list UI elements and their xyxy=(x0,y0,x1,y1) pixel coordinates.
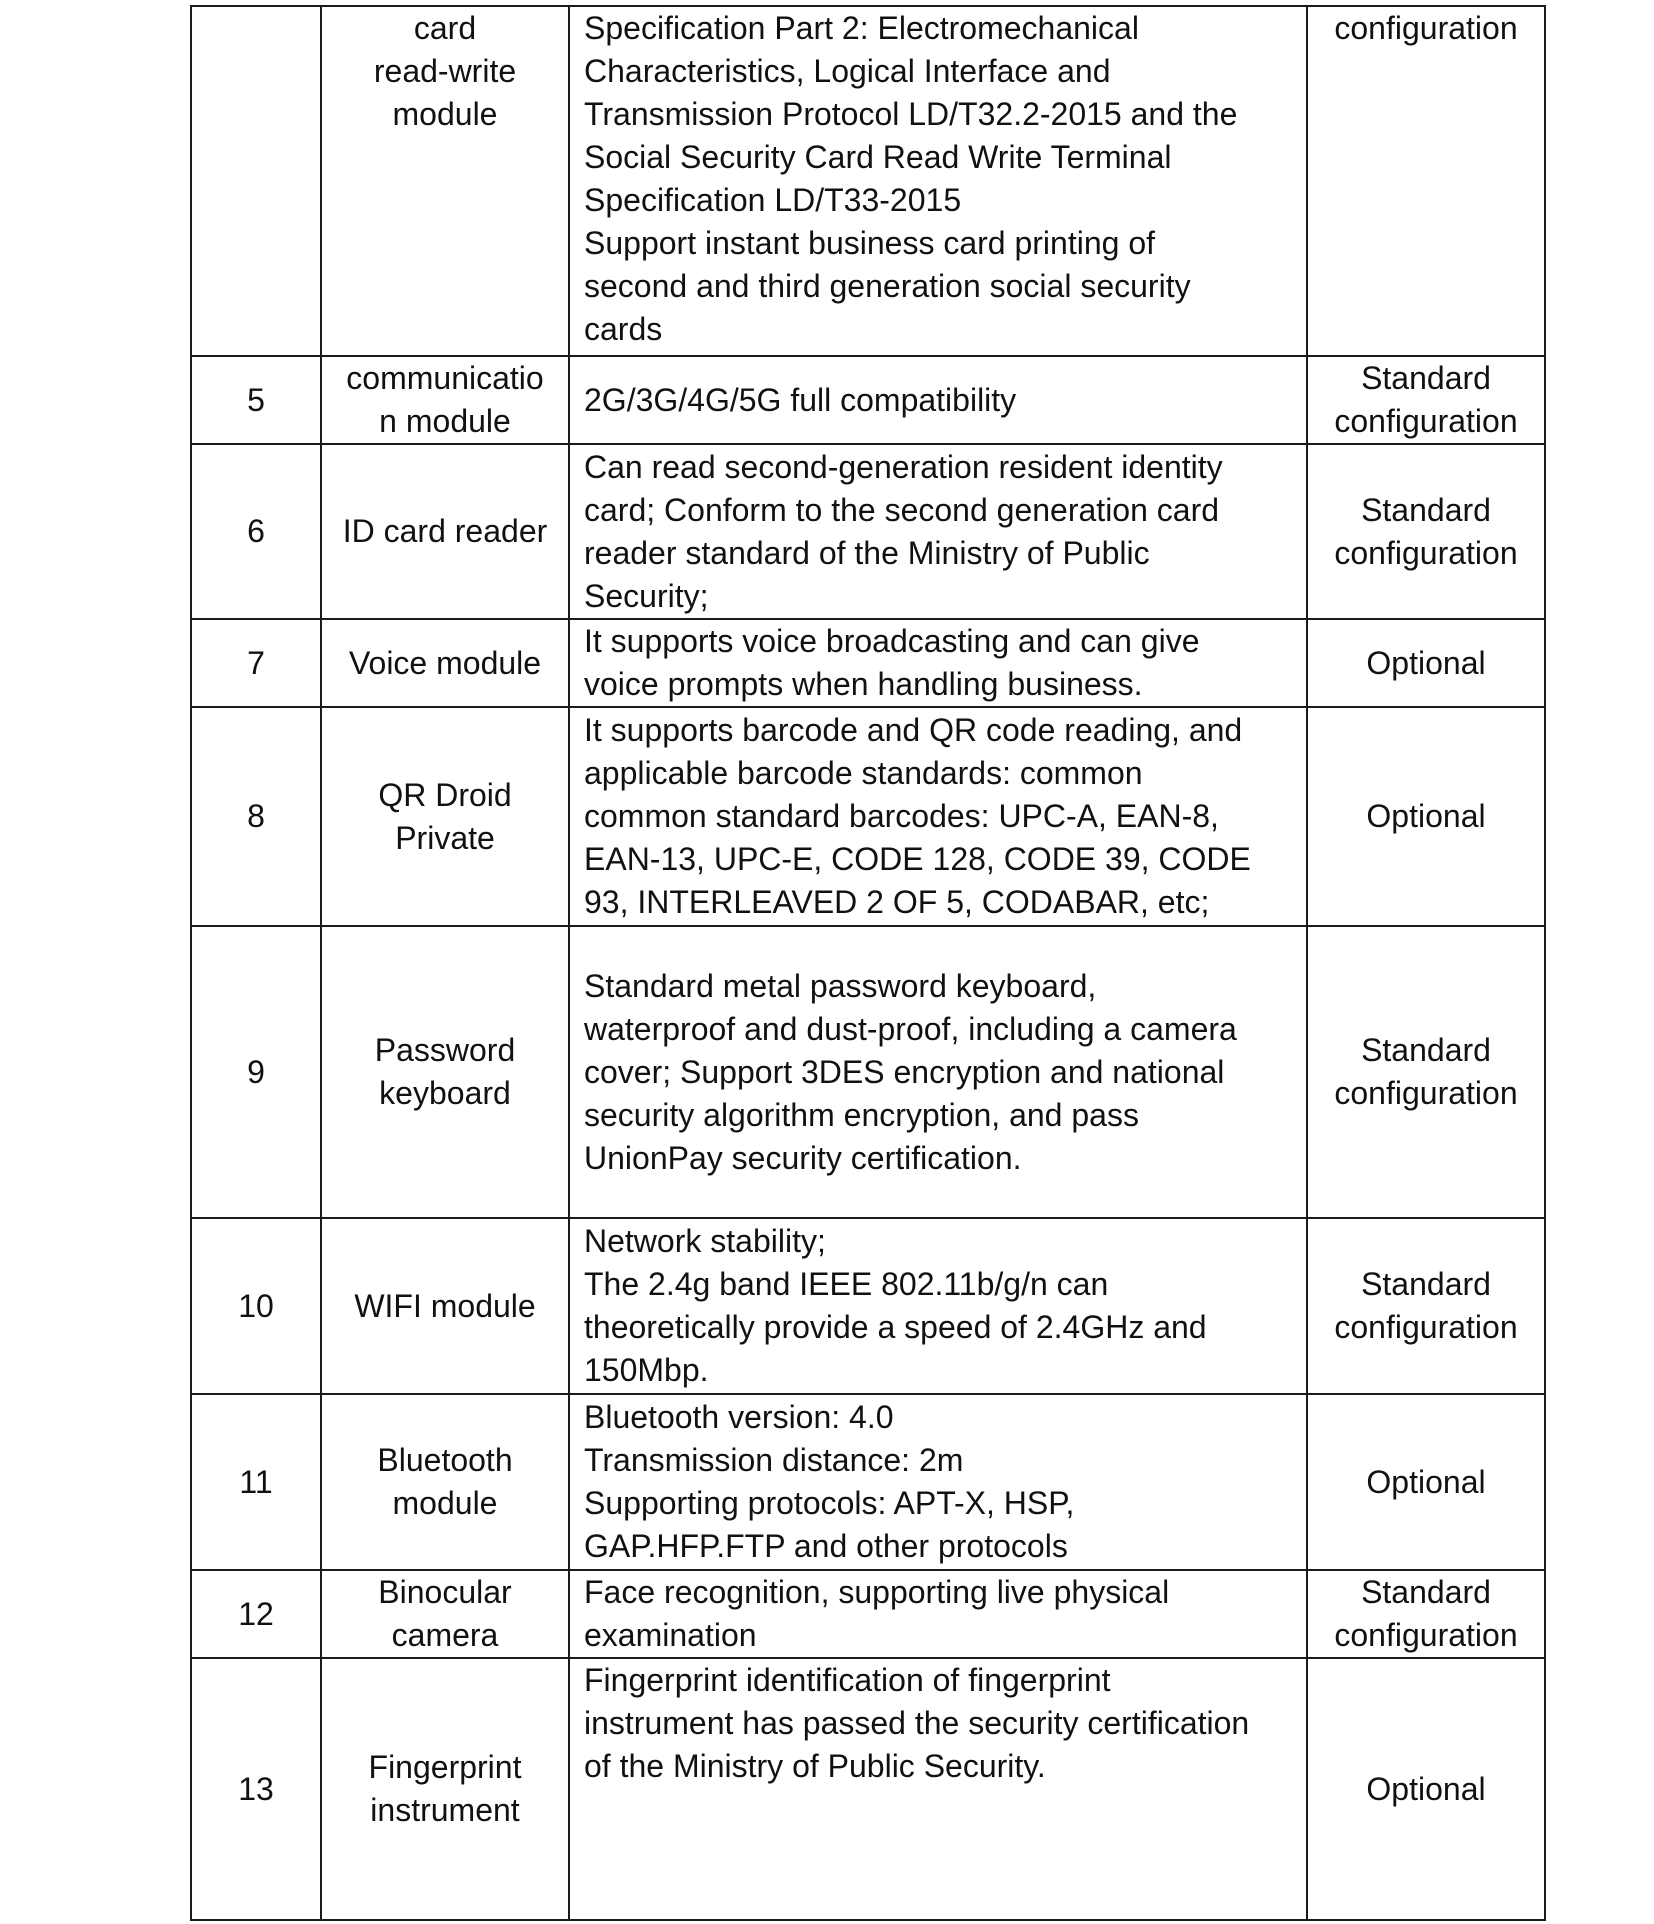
configuration-type: Standard configuration xyxy=(1307,356,1545,444)
configuration-type: Optional xyxy=(1307,707,1545,926)
table-row xyxy=(191,1658,1545,1920)
spec-table xyxy=(190,5,1546,1921)
table-row xyxy=(191,1570,1545,1658)
configuration-type: Optional xyxy=(1307,1394,1545,1570)
table-row xyxy=(191,619,1545,707)
module-name: Password keyboard xyxy=(321,926,569,1218)
module-description: Fingerprint identification of fingerprint instrument has passed the security certification of the Ministry of Public Security. xyxy=(569,1658,1307,1920)
module-name: Binocular camera xyxy=(321,1570,569,1658)
configuration-type: Optional xyxy=(1307,1658,1545,1920)
configuration-type: Standard configuration xyxy=(1307,444,1545,619)
module-description: 2G/3G/4G/5G full compatibility xyxy=(569,356,1307,444)
row-number: 12 xyxy=(191,1570,321,1658)
row-number: 13 xyxy=(191,1658,321,1920)
module-description: Bluetooth version: 4.0 Transmission distance: 2m Supporting protocols: APT-X, HSP, GAP.HFP.FTP and other protocols xyxy=(569,1394,1307,1570)
configuration-type: Standard configuration xyxy=(1307,1218,1545,1394)
module-description: It supports barcode and QR code reading, and applicable barcode standards: common common standard barcodes: UPC-A, EAN-8, EAN-13, UPC-E, CODE 128, CODE 39, CODE 93, INTERLEAVED 2 OF 5, CODABAR, etc; xyxy=(569,707,1307,926)
module-description: Network stability; The 2.4g band IEEE 802.11b/g/n can theoretically provide a speed of 2.4GHz and 150Mbp. xyxy=(569,1218,1307,1394)
table-row xyxy=(191,444,1545,619)
table-row xyxy=(191,6,1545,356)
table-row xyxy=(191,356,1545,444)
table-row xyxy=(191,1394,1545,1570)
table-row xyxy=(191,926,1545,1218)
module-name: Fingerprint instrument xyxy=(321,1658,569,1920)
configuration-type: Optional xyxy=(1307,619,1545,707)
table-row xyxy=(191,1218,1545,1394)
module-name: WIFI module xyxy=(321,1218,569,1394)
module-description: Can read second-generation resident identity card; Conform to the second generation card reader standard of the Ministry of Public Security; xyxy=(569,444,1307,619)
row-number: 11 xyxy=(191,1394,321,1570)
module-description: Standard metal password keyboard, waterproof and dust-proof, including a camera cover; Support 3DES encryption and national security algorithm encryption, and pass UnionPay security certification. xyxy=(569,926,1307,1218)
module-name: card read-write module xyxy=(321,6,569,356)
module-name: communicatio n module xyxy=(321,356,569,444)
row-number: 9 xyxy=(191,926,321,1218)
configuration-type: Standard configuration xyxy=(1307,926,1545,1218)
row-number: 8 xyxy=(191,707,321,926)
module-description: Specification Part 2: Electromechanical Characteristics, Logical Interface and Transmission Protocol LD/T32.2-2015 and the Social Security Card Read Write Terminal Specification LD/T33-2015 Support instant business card printing of second and third generation social security cards xyxy=(569,6,1307,356)
row-number xyxy=(191,6,321,356)
module-description: Face recognition, supporting live physical examination xyxy=(569,1570,1307,1658)
configuration-type: configuration xyxy=(1307,6,1545,356)
row-number: 5 xyxy=(191,356,321,444)
module-name: Voice module xyxy=(321,619,569,707)
row-number: 10 xyxy=(191,1218,321,1394)
table-row xyxy=(191,707,1545,926)
row-number: 6 xyxy=(191,444,321,619)
module-name: ID card reader xyxy=(321,444,569,619)
module-description: It supports voice broadcasting and can give voice prompts when handling business. xyxy=(569,619,1307,707)
module-name: Bluetooth module xyxy=(321,1394,569,1570)
row-number: 7 xyxy=(191,619,321,707)
configuration-type: Standard configuration xyxy=(1307,1570,1545,1658)
module-name: QR Droid Private xyxy=(321,707,569,926)
